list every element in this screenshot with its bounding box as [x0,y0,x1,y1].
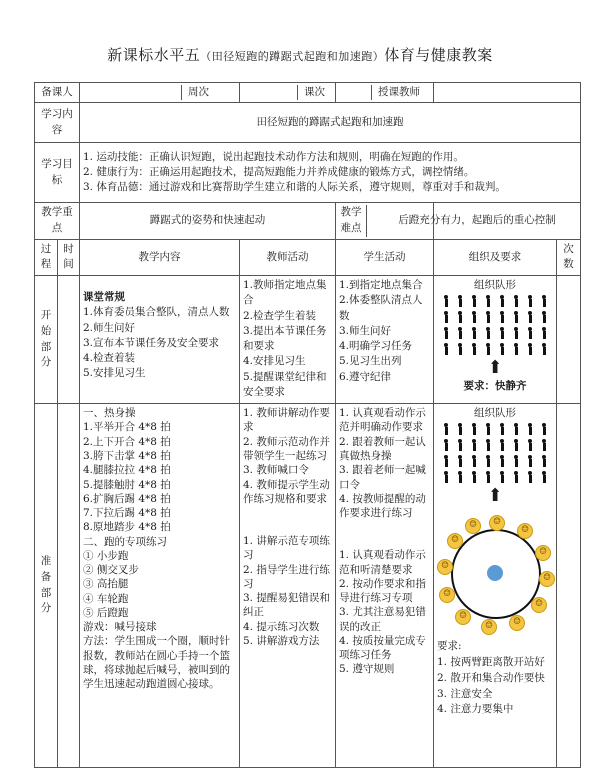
preparer-label: 备课人 [35,83,80,103]
student-icon [441,423,451,435]
start-teacher-item: 4.安排见习生 [243,355,306,368]
start-student-item: 3.师生问好 [339,324,392,337]
prep-student-item: 1. 认真观看动作示范和听清楚要求 [339,549,426,576]
prep-req-item: 2. 散开和集合动作要快 [437,671,545,684]
start-count [557,276,581,404]
student-icon [525,471,535,483]
student-icon [497,311,507,323]
teacher-arrow-icon: ⬆ [487,357,503,379]
prep-student-item: 3. 尤其注意易犯错误的改正 [339,606,426,633]
student-smiley-icon: ☺ [509,615,525,631]
prep-content-item: ② 侧交叉步 [83,564,139,577]
prep-content-item: 5.提膝触肘 4*8 拍 [83,478,171,491]
student-icon [525,327,535,339]
difficulty-label: 教学难点 [336,205,367,237]
goal-item: 1. 运动技能：正确认识短跑，说出起跑技术动作方法和规则，明确在短跑的作用。 [83,150,464,163]
student-icon [511,423,521,435]
formation-row [437,439,553,453]
student-icon [441,295,451,307]
prep-content-item: ④ 车轮跑 [83,592,129,605]
formation-row [437,343,553,357]
student-icon [525,455,535,467]
prep-time [58,404,80,768]
prep-teacher-item: 5. 讲解游戏方法 [243,634,320,647]
formation-diagram [437,295,553,377]
student-icon [469,295,479,307]
formation-row [437,311,553,325]
student-icon [511,343,521,355]
student-icon [441,471,451,483]
start-content [80,276,240,404]
student-icon [511,295,521,307]
prep-content [80,404,240,768]
student-icon [483,311,493,323]
col-org: 组织及要求 [434,239,557,276]
student-icon [441,343,451,355]
prep-content-item: 8.原地踏步 4*8 拍 [83,521,171,534]
formation-row [437,295,553,309]
student-icon [469,439,479,451]
start-org-title: 组织队形 [474,279,516,292]
prep-req-item: 1. 按两臂距离散开站好 [437,656,545,669]
prep-student-item: 5. 遵守规则 [339,663,395,676]
prep-teacher [240,404,336,768]
start-org [434,276,557,404]
student-icon [483,327,493,339]
col-count: 次数 [557,239,581,276]
student-icon [483,455,493,467]
prep-content-item: 7.下拉后踢 4*8 拍 [83,507,171,520]
col-student: 学生活动 [336,239,434,276]
prep-phase: 准备部分 [35,404,58,768]
student-icon [441,455,451,467]
prep-org-title: 组织队形 [474,407,516,420]
start-student-item: 1.到指定地点集合 [339,279,423,292]
student-smiley-icon: ☺ [535,545,551,561]
start-content-item: 3.宣布本节课任务及安全要求 [83,336,220,349]
student-icon [455,295,465,307]
prep-req-item: 4. 注意力要集中 [437,703,514,716]
start-student-item: 4.明确学习任务 [339,340,413,353]
student-icon [483,439,493,451]
student-icon [483,423,493,435]
prep-student [336,404,434,768]
student-icon [469,471,479,483]
prep-content-item: 3.胯下击掌 4*8 拍 [83,450,171,463]
prep-content-item: ① 小步跑 [83,549,129,562]
start-time [58,276,80,404]
prep-count [557,404,581,768]
page-title [0,44,600,65]
start-student-item: 2.体委整队清点人数 [339,294,423,322]
lesson-value [336,83,434,103]
start-teacher-item: 3.提出本节课任务和要求 [243,324,327,353]
start-teacher-item: 5.提醒课堂纪律和安全要求 [243,370,327,398]
prep-content-item: 6.扩胸后踢 4*8 拍 [83,492,171,505]
prep-org-requirements [437,639,553,718]
prep-content-item: 1.平举开合 4*8 拍 [83,421,171,434]
start-content-item: 2.师生问好 [83,321,136,334]
teacher-label: 授课教师 [371,85,430,100]
student-smiley-icon: ☺ [437,559,453,575]
student-smiley-icon: ☺ [517,523,533,539]
student-icon [497,327,507,339]
prep-teacher-item: 4. 教师提示学生动作练习规格和要求 [243,478,330,505]
prep-content-item: 二、跑的专项练习 [83,535,167,548]
title-subtitle: （田径短跑的蹲踞式起跑和加速跑） [200,50,385,63]
student-smiley-icon: ☺ [455,609,471,625]
prep-teacher-item: 4. 提示练习次数 [243,620,320,633]
key-label: 教学重点 [35,203,80,240]
lesson-label: 课次 [297,85,332,100]
col-time: 时间 [58,239,80,276]
lesson-plan-table [34,82,581,768]
prep-content-item: 一、热身操 [83,407,136,420]
student-icon [469,311,479,323]
start-content-item: 5.安排见习生 [83,367,146,380]
student-icon [539,439,549,451]
start-content-title: 课堂常规 [83,291,125,304]
prep-teacher-item: 2. 教师示范动作并带领学生一起练习 [243,435,330,463]
prep-content-item: ③ 高抬腿 [83,578,129,591]
prep-content-item: ⑤ 后蹬跑 [83,606,129,619]
prep-teacher-item: 3. 教师喊口令 [243,464,309,477]
student-icon [539,455,549,467]
spacer [339,520,430,548]
goals-list [80,143,581,203]
goal-item: 3. 体育品德：通过游戏和比赛帮助学生建立和谐的人际关系，遵守规则，尊重对手和裁判。 [83,181,506,194]
start-section-row [35,276,581,404]
title-main-part1: 新课标水平五 [107,46,201,64]
teacher-arrow-icon: ⬆ [487,485,503,507]
start-teacher-item: 2.检查学生着装 [243,309,317,322]
student-icon [511,439,521,451]
student-icon [539,343,549,355]
student-icon [525,439,535,451]
start-teacher [240,276,336,404]
prep-teacher-item: 1. 教师讲解动作要求 [243,407,330,434]
difficulty-value [398,203,581,240]
start-content-item: 4.检查着装 [83,352,136,365]
student-smiley-icon: ☺ [489,515,505,531]
student-icon [455,423,465,435]
start-teacher-item: 1.教师指定地点集合 [243,279,327,307]
student-icon [483,471,493,483]
start-content-item: 1.体育委员集合整队，清点人数 [83,306,230,319]
student-icon [483,295,493,307]
student-icon [441,311,451,323]
goals-label: 学习目标 [35,143,80,203]
student-smiley-icon: ☺ [465,518,481,534]
key-row [35,203,581,240]
student-smiley-icon: ☺ [481,619,497,635]
week-value [240,83,336,103]
formation-row [437,471,553,485]
start-org-requirement: 要求：快静齐 [463,380,527,393]
formation-row [437,327,553,341]
student-smiley-icon: ☺ [539,571,555,587]
student-icon [497,423,507,435]
formation-row [437,455,553,469]
circle-game-diagram [437,515,555,633]
prep-org [434,404,557,768]
prep-formation-diagram [437,423,553,505]
title-main-part2: 体育与健康教案 [384,46,493,64]
prep-student-item: 1. 认真观看动作示范并明确动作要求 [339,407,426,434]
student-icon [441,327,451,339]
week-label: 周次 [181,85,236,100]
student-icon [511,471,521,483]
student-icon [455,439,465,451]
student-icon [511,455,521,467]
spacer [243,506,332,534]
content-row [35,103,581,143]
student-icon [469,423,479,435]
difficulty-value-text: 后蹬充分有力，起跑后的重心控制 [398,214,556,227]
student-icon [497,295,507,307]
content-label: 学习内容 [35,103,80,143]
student-icon [511,311,521,323]
column-header-row [35,239,581,276]
student-icon [497,455,507,467]
student-icon [497,471,507,483]
student-icon [525,311,535,323]
prep-student-item: 4. 按质按量完成专项练习任务 [339,634,426,662]
student-icon [539,423,549,435]
prep-content-item: 游戏：喊号接球 [83,621,157,634]
prep-teacher-item: 1. 讲解示范专项练习 [243,535,330,562]
student-smiley-icon: ☺ [447,533,463,549]
student-icon [539,327,549,339]
student-icon [511,327,521,339]
student-smiley-icon: ☺ [531,597,547,613]
prep-student-item: 4. 按教师提醒的动作要求进行练习 [339,492,426,520]
student-icon [441,439,451,451]
student-icon [455,471,465,483]
header-row [35,83,581,103]
prep-content-item: 4.腿膝拉拉 4*8 拍 [83,464,171,477]
col-content: 教学内容 [80,239,240,276]
goals-row [35,143,581,203]
prep-teacher-item: 3. 提醒易犯错误和纠正 [243,592,330,619]
student-smiley-icon: ☺ [439,587,455,603]
prep-req-item: 3. 注意安全 [437,687,493,700]
prep-student-item: 3. 跟着老师一起喊口令 [339,464,426,491]
prep-content-item: 2.上下开合 4*8 拍 [83,435,171,448]
key-value: 蹲踞式的姿势和快速起动 [80,203,336,240]
goal-item: 2. 健康行为：正确运用起跑技术，提高短跑能力并养成健康的锻炼方式，调控情绪。 [83,166,475,179]
prep-student-item: 2. 跟着教师一起认真做热身操 [339,435,426,463]
student-icon [455,455,465,467]
student-icon [469,455,479,467]
student-icon [539,471,549,483]
student-icon [525,423,535,435]
formation-row [437,423,553,437]
prep-student-item: 2. 按动作要求和指导进行练习专项 [339,577,426,605]
student-icon [539,311,549,323]
student-icon [469,343,479,355]
student-icon [525,343,535,355]
student-icon [525,295,535,307]
start-student-item: 6.遵守纪律 [339,370,392,383]
student-icon [455,327,465,339]
col-process: 过程 [35,239,58,276]
student-icon [455,311,465,323]
teacher-value [434,83,581,103]
student-icon [469,327,479,339]
start-student-item: 5.见习生出列 [339,355,402,368]
col-teacher: 教师活动 [240,239,336,276]
preparer-value [80,83,240,103]
prep-content-item: 方法：学生围成一个圈，顺时针报数，教师站在圆心手持一个篮球，将球抛起后喊号，被叫到的学生迅速起动跑道圆心接球。 [83,635,230,691]
prep-req-title: 要求: [437,640,462,653]
student-icon [497,343,507,355]
student-icon [497,439,507,451]
student-icon [539,295,549,307]
student-icon [455,343,465,355]
start-phase: 开始部分 [35,276,58,404]
student-icon [483,343,493,355]
prep-teacher-item: 2. 指导学生进行练习 [243,563,330,590]
start-student [336,276,434,404]
prep-section-row [35,404,581,768]
content-value: 田径短跑的蹲踞式起跑和加速跑 [80,103,581,143]
